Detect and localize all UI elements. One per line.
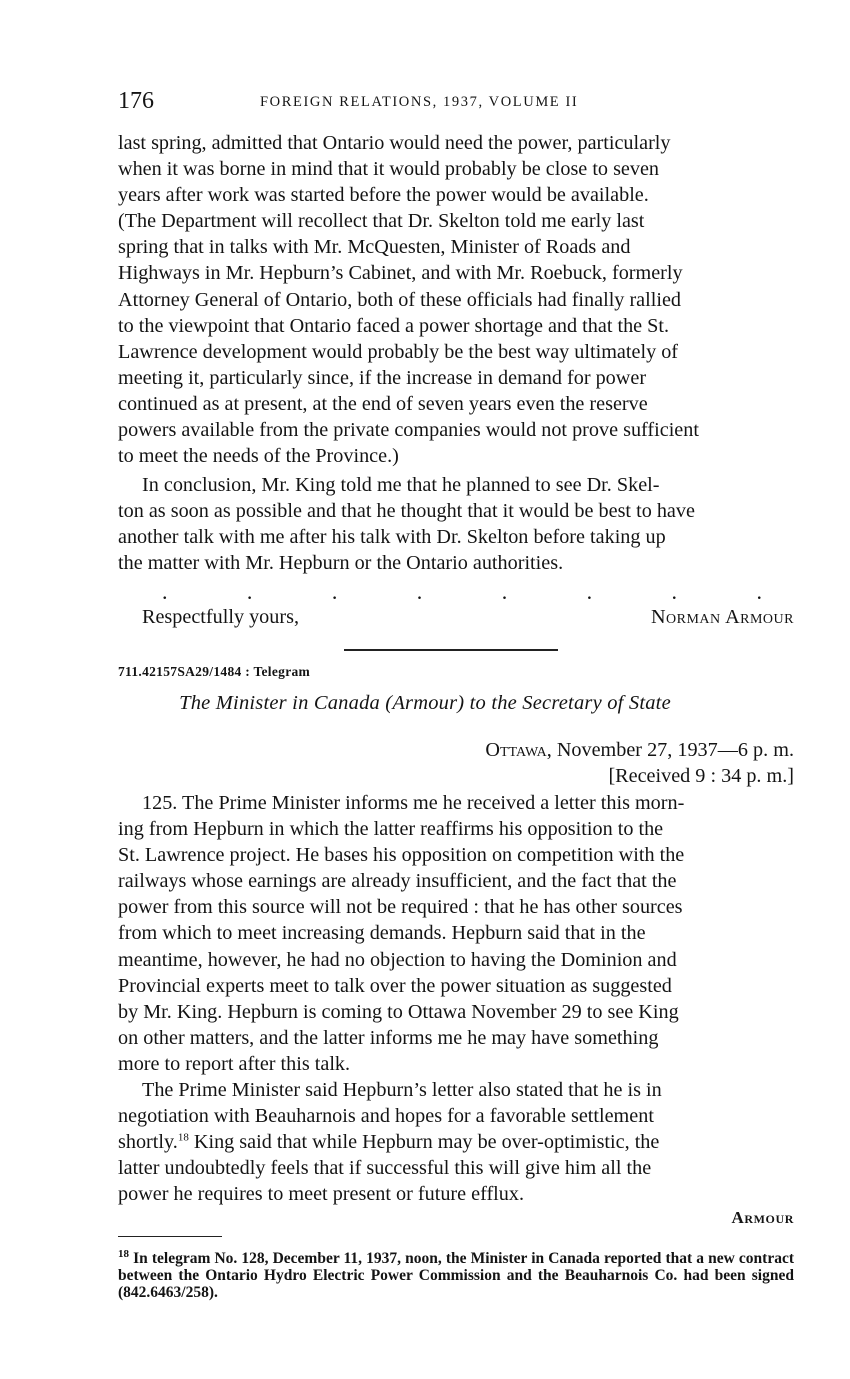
footnote-text: In telegram No. 128, December 11, 1937, noon, the Minister in Canada reported that a new contract between the Ontario Hydro Electric Power Commission and the Beauharnois Co. had been signed (842.6463/258). [118,1250,794,1301]
date-time: , November 27, 1937—6 p. m. [546,739,794,761]
text-line: more to report after this talk. [118,1052,351,1075]
footnote [118,1247,794,1301]
ellipsis-dot: . [501,579,508,604]
telegram-paragraph-1 [118,790,794,1077]
text-line [118,1129,794,1155]
text-line: (The Department will recollect that Dr. Skelton told me early last [118,210,645,233]
text-line: by Mr. King. Hepburn is coming to Ottawa November 29 to see King [118,1000,679,1023]
continued-paragraph [118,130,794,469]
text-line: Provincial experts meet to talk over the power situation as suggested [118,974,672,997]
received-line: [Received 9 : 34 p. m.] [608,765,794,787]
text-line: The Prime Minister said Hepburn’s letter also stated that he is in [142,1079,662,1101]
text-line: latter undoubtedly feels that if successful this will give him all the [118,1157,652,1180]
text-line: from which to meet increasing demands. Hepburn said that in the [118,922,646,945]
running-head: FOREIGN RELATIONS, 1937, VOLUME II [260,94,579,110]
ellipsis-dot: . [162,579,168,604]
dateline [485,737,794,789]
telegram-paragraph-2 [118,1077,794,1207]
text-line: to meet the needs of the Province.) [118,445,399,468]
page-number: 176 [118,88,154,114]
text-line: to the viewpoint that Ontario faced a power shortage and that the St. [118,314,670,337]
text-line: years after work was started before the power would be available. [118,184,649,207]
ellipsis-dot: . [671,579,678,604]
footnote-divider [118,1236,222,1237]
date-place-line [485,737,794,763]
text-line: negotiation with Beauharnois and hopes for a favorable settlement [118,1105,654,1128]
ellipsis-dot: . [246,579,253,604]
text-line: the matter with Mr. Hepburn or the Ontario authorities. [118,552,564,575]
text-line: In conclusion, Mr. King told me that he planned to see Dr. Skel- [142,474,660,496]
document-title: The Minister in Canada (Armour) to the Secretary of State [179,692,671,714]
text-line: power he requires to meet present or future efflux. [118,1183,525,1206]
text-line: Attorney General of Ontario, both of these officials had finally rallied [118,288,682,311]
text-line: ing from Hepburn in which the latter reaffirms his opposition to the [118,818,664,841]
ellipsis-dot: . [586,579,593,604]
telegram-signature: Armour [731,1208,794,1227]
text-line: continued as at present, at the end of seven years even the reserve [118,392,648,415]
ellipsis-dot: . [416,579,423,604]
signature-name: Norman Armour [650,606,794,628]
ellipsis-row [162,579,762,604]
ellipsis-dot: . [756,579,762,604]
ellipsis-dot: . [331,579,338,604]
text-line: another talk with me after his talk with Dr. Skelton before taking up [118,526,666,549]
text-line: meeting it, particularly since, if the increase in demand for power [118,366,647,389]
page-header [118,88,794,118]
text-line: last spring, admitted that Ontario would need the power, particularly [118,132,671,154]
text-fragment: shortly. [118,1131,178,1154]
text-line: St. Lawrence project. He bases his opposition on competition with the [118,844,685,867]
conclusion-paragraph [118,472,794,576]
footnote-marker: 18 [118,1247,129,1260]
text-line: on other matters, and the latter informs me he may have something [118,1026,659,1049]
text-line: Lawrence development would probably be the best way ultimately of [118,340,679,363]
text-fragment: King said that while Hepburn may be over-optimistic, the [188,1131,660,1154]
text-line: powers available from the private companies would not prove sufficient [118,419,699,442]
section-divider [344,649,558,651]
footnote-reference: 18 [177,1131,189,1144]
text-line: when it was borne in mind that it would probably be close to seven [118,158,660,181]
salutation: Respectfully yours, [142,606,299,628]
text-line: spring that in talks with Mr. McQuesten, Minister of Roads and [118,236,631,259]
text-line: railways whose earnings are already insufficient, and the fact that the [118,870,677,893]
text-line: meantime, however, he had no objection to having the Dominion and [118,948,677,971]
text-line: Highways in Mr. Hepburn’s Cabinet, and with Mr. Roebuck, formerly [118,262,683,285]
file-reference: 711.42157SA29/1484 : Telegram [118,664,311,679]
text-line: ton as soon as possible and that he thought that it would be best to have [118,500,695,523]
text-line: 125. The Prime Minister informs me he received a letter this morn- [142,792,685,814]
place: Ottawa [485,739,547,761]
text-line: power from this source will not be required : that he has other sources [118,896,683,919]
